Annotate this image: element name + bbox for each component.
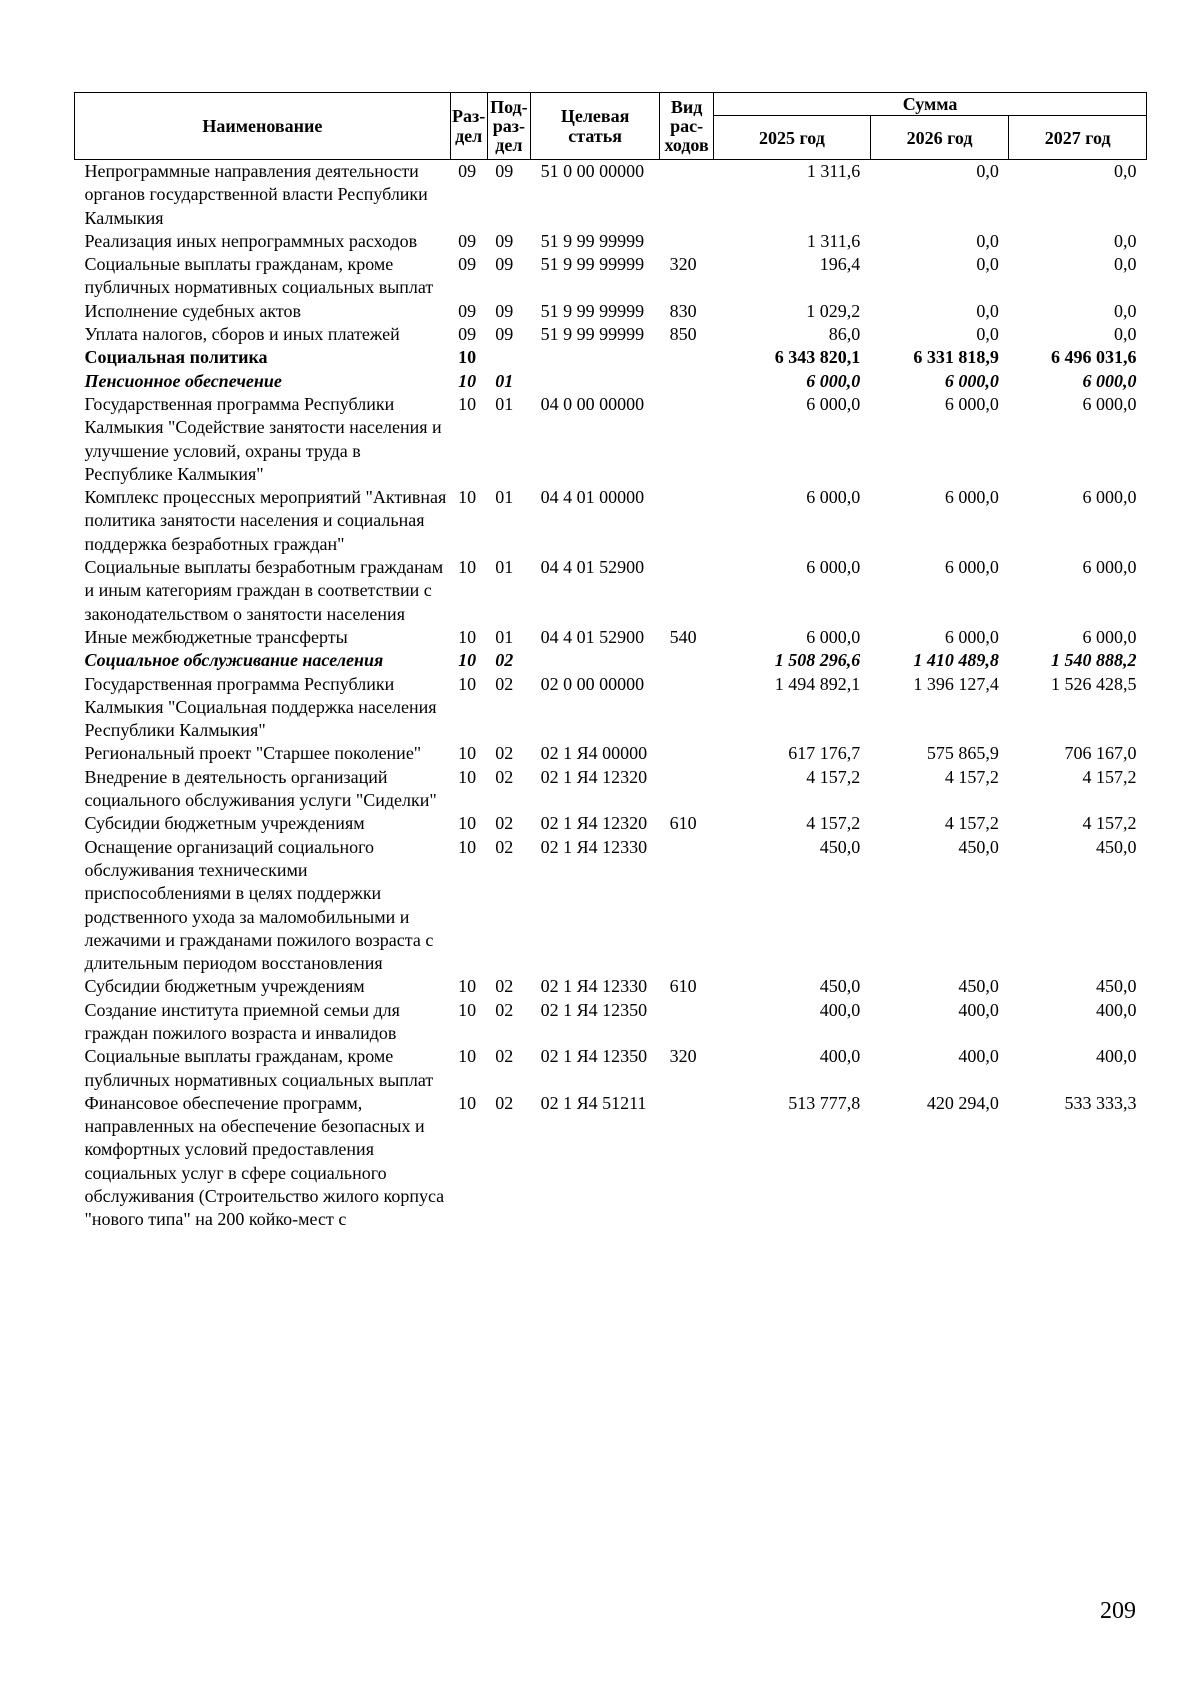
row-celevaya-statya: 02 1 Я4 12350 bbox=[540, 1046, 648, 1067]
table-row bbox=[75, 160, 1147, 230]
table-row bbox=[75, 812, 1147, 835]
row-sum-2025: 1 311,6 bbox=[806, 161, 861, 181]
row-sum-2027: 4 157,2 bbox=[1082, 813, 1137, 834]
row-vid-raskhodov bbox=[660, 766, 714, 813]
row-name: Социальные выплаты гражданам, кроме публичных нормативных социальных выплат bbox=[84, 1046, 434, 1090]
row-vid-raskhodov bbox=[660, 999, 714, 1046]
row-vid-raskhodov bbox=[660, 836, 714, 976]
header-podrazdel: Под- раз- дел bbox=[487, 93, 530, 160]
row-podrazdel: 09 bbox=[495, 254, 514, 275]
row-podrazdel: 02 bbox=[495, 766, 514, 787]
row-celevaya-statya: 51 9 99 99999 bbox=[540, 324, 645, 345]
row-sum-2026: 400,0 bbox=[958, 1046, 999, 1067]
row-podrazdel: 09 bbox=[495, 324, 514, 345]
row-podrazdel: 02 bbox=[495, 976, 514, 997]
row-sum-2026: 400,0 bbox=[958, 999, 999, 1020]
table-row bbox=[75, 346, 1147, 369]
row-sum-2026: 6 000,0 bbox=[944, 557, 999, 578]
row-celevaya-statya: 02 1 Я4 12320 bbox=[540, 766, 648, 787]
row-sum-2025: 1 508 296,6 bbox=[774, 650, 861, 671]
row-razdel: 10 bbox=[458, 1092, 477, 1113]
row-sum-2027: 706 167,0 bbox=[1064, 743, 1137, 764]
table-row bbox=[75, 253, 1147, 300]
row-razdel: 10 bbox=[458, 347, 477, 368]
row-name: Социальное обслуживание населения bbox=[84, 650, 384, 671]
row-celevaya-statya: 02 1 Я4 51211 bbox=[540, 1092, 647, 1113]
row-sum-2025: 6 343 820,1 bbox=[774, 347, 861, 368]
row-razdel: 10 bbox=[458, 766, 477, 787]
row-vid-raskhodov bbox=[660, 346, 714, 369]
row-razdel: 10 bbox=[458, 393, 477, 414]
row-name: Комплекс процессных мероприятий "Активная политика занятости населения и социальная поддержка безработных граждан" bbox=[84, 487, 447, 554]
row-sum-2026: 6 000,0 bbox=[944, 626, 999, 647]
row-razdel: 10 bbox=[458, 1046, 477, 1067]
row-podrazdel: 01 bbox=[495, 370, 514, 391]
row-sum-2025: 400,0 bbox=[819, 999, 861, 1020]
row-sum-2026: 6 000,0 bbox=[944, 393, 999, 414]
row-sum-2026: 1 410 489,8 bbox=[913, 650, 999, 671]
table-row bbox=[75, 649, 1147, 672]
row-sum-2027: 6 000,0 bbox=[1082, 626, 1137, 647]
row-sum-2025: 6 000,0 bbox=[806, 557, 861, 578]
row-sum-2026: 6 000,0 bbox=[944, 370, 999, 391]
row-sum-2025: 4 157,2 bbox=[806, 766, 861, 787]
row-vid-raskhodov: 610 bbox=[669, 976, 697, 997]
row-vid-raskhodov: 540 bbox=[669, 626, 697, 647]
row-sum-2025: 400,0 bbox=[819, 1046, 861, 1067]
row-sum-2027: 6 000,0 bbox=[1082, 557, 1137, 578]
row-sum-2026: 420 294,0 bbox=[926, 1092, 999, 1113]
row-razdel: 10 bbox=[458, 487, 477, 508]
row-sum-2027: 6 000,0 bbox=[1082, 393, 1137, 414]
row-razdel: 09 bbox=[458, 161, 477, 181]
table-row bbox=[75, 370, 1147, 393]
row-name: Пенсионное обеспечение bbox=[84, 370, 282, 391]
row-sum-2026: 4 157,2 bbox=[944, 766, 999, 787]
page-number: 209 bbox=[1100, 1598, 1136, 1624]
row-sum-2027: 0,0 bbox=[1114, 161, 1137, 181]
row-vid-raskhodov bbox=[660, 1092, 714, 1232]
row-podrazdel: 02 bbox=[495, 673, 514, 694]
table-row bbox=[75, 742, 1147, 765]
row-podrazdel: 01 bbox=[495, 487, 514, 508]
row-vid-raskhodov bbox=[660, 160, 714, 230]
row-name: Государственная программа Республики Калмыкия "Содействие занятости населения и улучшение условий, охраны труда в Республике Калмыкия" bbox=[84, 393, 442, 484]
row-sum-2027: 6 000,0 bbox=[1082, 370, 1137, 391]
row-sum-2025: 196,4 bbox=[819, 254, 861, 275]
row-razdel: 10 bbox=[458, 813, 477, 834]
row-sum-2026: 0,0 bbox=[976, 324, 999, 345]
row-sum-2027: 1 540 888,2 bbox=[1051, 650, 1137, 671]
row-podrazdel: 09 bbox=[495, 300, 514, 321]
row-sum-2027: 4 157,2 bbox=[1082, 766, 1137, 787]
table-row bbox=[75, 999, 1147, 1046]
row-name: Оснащение организаций социального обслуживания техническими приспособлениями в целях поддержки родственного ухода за маломобильными и лежачими и гражданами пожилого возраста с длительным периодом восстановления bbox=[84, 836, 434, 974]
header-celevaya-statya: Целевая статья bbox=[531, 93, 660, 160]
row-sum-2025: 450,0 bbox=[819, 836, 861, 857]
row-celevaya-statya: 02 1 Я4 12320 bbox=[540, 813, 648, 834]
row-razdel: 10 bbox=[458, 836, 477, 857]
row-sum-2026: 0,0 bbox=[976, 254, 999, 275]
row-razdel: 09 bbox=[458, 230, 477, 251]
row-podrazdel: 02 bbox=[495, 813, 514, 834]
row-celevaya-statya: 04 4 01 52900 bbox=[540, 626, 645, 647]
row-name: Непрограммные направления деятельности органов государственной власти Республики Калмыкия bbox=[84, 161, 428, 228]
row-celevaya-statya: 02 1 Я4 12350 bbox=[540, 999, 648, 1020]
table-row bbox=[75, 323, 1147, 346]
row-sum-2025: 4 157,2 bbox=[806, 813, 861, 834]
row-razdel: 10 bbox=[458, 557, 477, 578]
row-name: Исполнение судебных актов bbox=[84, 300, 302, 321]
table-body bbox=[75, 160, 1147, 1232]
row-vid-raskhodov bbox=[660, 393, 714, 486]
row-podrazdel: 09 bbox=[495, 230, 514, 251]
row-name: Социальные выплаты безработным гражданам и иным категориям граждан в соответствии с законодательством о занятости населения bbox=[84, 557, 444, 624]
row-celevaya-statya: 51 9 99 99999 bbox=[540, 300, 645, 321]
row-sum-2026: 0,0 bbox=[976, 161, 999, 181]
table-row bbox=[75, 673, 1147, 743]
table-row bbox=[75, 556, 1147, 626]
row-sum-2026: 450,0 bbox=[958, 836, 999, 857]
row-sum-2025: 617 176,7 bbox=[788, 743, 861, 764]
row-sum-2027: 1 526 428,5 bbox=[1051, 673, 1137, 694]
row-name: Субсидии бюджетным учреждениям bbox=[84, 813, 365, 834]
row-podrazdel: 02 bbox=[495, 650, 514, 671]
table-header bbox=[75, 93, 1147, 160]
row-vid-raskhodov: 610 bbox=[669, 813, 697, 834]
table-row bbox=[75, 1092, 1147, 1232]
row-vid-raskhodov: 830 bbox=[669, 300, 697, 321]
row-sum-2027: 0,0 bbox=[1114, 254, 1137, 275]
row-podrazdel: 09 bbox=[495, 161, 514, 181]
header-summa: Сумма bbox=[714, 93, 1147, 116]
row-razdel: 10 bbox=[458, 976, 477, 997]
row-sum-2026: 6 000,0 bbox=[944, 487, 999, 508]
header-year-2027: 2027 год bbox=[1009, 116, 1147, 160]
budget-document bbox=[74, 92, 1147, 1232]
row-vid-raskhodov bbox=[660, 370, 714, 393]
row-name: Региональный проект "Старшее поколение" bbox=[84, 743, 422, 764]
row-name: Внедрение в деятельность организаций социального обслуживания услуги "Сиделки" bbox=[84, 766, 437, 811]
row-sum-2027: 450,0 bbox=[1096, 836, 1137, 857]
table-row bbox=[75, 836, 1147, 976]
row-celevaya-statya bbox=[531, 649, 660, 672]
row-sum-2026: 6 331 818,9 bbox=[913, 347, 999, 368]
header-year-2025: 2025 год bbox=[714, 116, 871, 160]
row-sum-2027: 6 496 031,6 bbox=[1051, 347, 1137, 368]
table-row bbox=[75, 393, 1147, 486]
header-name: Наименование bbox=[75, 93, 451, 160]
header-vid-raskhodov: Вид рас- ходов bbox=[660, 93, 714, 160]
row-vid-raskhodov bbox=[660, 556, 714, 626]
row-name: Создание института приемной семьи для граждан пожилого возраста и инвалидов bbox=[84, 999, 400, 1043]
row-name: Социальные выплаты гражданам, кроме публичных нормативных социальных выплат bbox=[84, 254, 434, 298]
row-celevaya-statya: 04 4 01 00000 bbox=[540, 487, 645, 508]
row-sum-2027: 533 333,3 bbox=[1064, 1092, 1137, 1113]
row-sum-2026: 0,0 bbox=[976, 230, 999, 251]
table-row bbox=[75, 230, 1147, 253]
header-razdel: Раз- дел bbox=[450, 93, 487, 160]
table-row bbox=[75, 626, 1147, 649]
row-podrazdel: 01 bbox=[495, 626, 514, 647]
row-razdel: 10 bbox=[458, 370, 477, 391]
row-celevaya-statya: 04 4 01 52900 bbox=[540, 557, 645, 578]
row-vid-raskhodov bbox=[660, 649, 714, 672]
row-sum-2025: 86,0 bbox=[828, 324, 861, 345]
budget-table bbox=[74, 92, 1147, 1232]
row-sum-2025: 1 311,6 bbox=[806, 230, 861, 251]
row-celevaya-statya: 04 0 00 00000 bbox=[540, 393, 645, 414]
row-sum-2025: 6 000,0 bbox=[806, 370, 861, 391]
row-razdel: 10 bbox=[458, 743, 477, 764]
row-celevaya-statya: 51 9 99 99999 bbox=[540, 254, 645, 275]
row-celevaya-statya bbox=[531, 346, 660, 369]
row-razdel: 10 bbox=[458, 650, 477, 671]
row-sum-2025: 6 000,0 bbox=[806, 626, 861, 647]
row-vid-raskhodov bbox=[660, 742, 714, 765]
row-podrazdel: 02 bbox=[495, 1092, 514, 1113]
row-razdel: 10 bbox=[458, 626, 477, 647]
row-razdel: 09 bbox=[458, 254, 477, 275]
row-celevaya-statya: 02 1 Я4 00000 bbox=[540, 743, 648, 764]
row-celevaya-statya: 02 1 Я4 12330 bbox=[540, 836, 648, 857]
table-row bbox=[75, 766, 1147, 813]
row-sum-2026: 575 865,9 bbox=[926, 743, 999, 764]
row-vid-raskhodov: 320 bbox=[669, 254, 697, 275]
row-vid-raskhodov bbox=[660, 230, 714, 253]
row-sum-2026: 4 157,2 bbox=[944, 813, 999, 834]
table-row bbox=[75, 975, 1147, 998]
row-name: Субсидии бюджетным учреждениям bbox=[84, 976, 365, 997]
row-sum-2025: 450,0 bbox=[819, 976, 861, 997]
row-sum-2025: 6 000,0 bbox=[806, 393, 861, 414]
row-vid-raskhodov bbox=[660, 673, 714, 743]
row-razdel: 10 bbox=[458, 999, 477, 1020]
row-name: Финансовое обеспечение программ, направленных на обеспечение безопасных и комфортных условий предоставления социальных услуг в сфере социального обслуживания (Строительство жилого корпуса "нового типа" на 200 койко-мест с bbox=[84, 1092, 445, 1230]
row-name: Государственная программа Республики Калмыкия "Социальная поддержка населения Республики Калмыкия" bbox=[84, 673, 437, 741]
row-podrazdel: 02 bbox=[495, 999, 514, 1020]
row-sum-2027: 400,0 bbox=[1096, 1046, 1137, 1067]
row-razdel: 10 bbox=[458, 673, 477, 694]
row-podrazdel: 02 bbox=[495, 836, 514, 857]
row-vid-raskhodov: 320 bbox=[669, 1046, 697, 1067]
row-sum-2025: 1 029,2 bbox=[806, 300, 861, 321]
row-name: Реализация иных непрограммных расходов bbox=[84, 230, 418, 251]
row-celevaya-statya: 02 1 Я4 12330 bbox=[540, 976, 648, 997]
row-celevaya-statya: 51 9 99 99999 bbox=[540, 230, 645, 251]
row-podrazdel: 02 bbox=[495, 1046, 514, 1067]
row-celevaya-statya: 51 0 00 00000 bbox=[540, 161, 645, 181]
row-razdel: 09 bbox=[458, 300, 477, 321]
row-name: Социальная политика bbox=[84, 347, 268, 368]
row-celevaya-statya: 02 0 00 00000 bbox=[540, 673, 645, 694]
row-sum-2027: 0,0 bbox=[1114, 230, 1137, 251]
row-sum-2027: 400,0 bbox=[1096, 999, 1137, 1020]
row-vid-raskhodov: 850 bbox=[669, 324, 697, 345]
row-sum-2025: 6 000,0 bbox=[806, 487, 861, 508]
row-vid-raskhodov bbox=[660, 486, 714, 556]
header-year-2026: 2026 год bbox=[870, 116, 1009, 160]
row-podrazdel bbox=[487, 346, 530, 369]
row-name: Уплата налогов, сборов и иных платежей bbox=[84, 324, 400, 345]
row-razdel: 09 bbox=[458, 324, 477, 345]
table-row bbox=[75, 486, 1147, 556]
row-sum-2026: 1 396 127,4 bbox=[913, 673, 999, 694]
row-sum-2027: 0,0 bbox=[1114, 300, 1137, 321]
table-row bbox=[75, 300, 1147, 323]
row-podrazdel: 02 bbox=[495, 743, 514, 764]
row-name: Иные межбюджетные трансферты bbox=[84, 626, 348, 647]
row-sum-2025: 513 777,8 bbox=[788, 1092, 861, 1113]
row-sum-2026: 0,0 bbox=[976, 300, 999, 321]
row-sum-2027: 6 000,0 bbox=[1082, 487, 1137, 508]
row-sum-2027: 450,0 bbox=[1096, 976, 1137, 997]
row-celevaya-statya bbox=[531, 370, 660, 393]
row-sum-2027: 0,0 bbox=[1114, 324, 1137, 345]
row-sum-2025: 1 494 892,1 bbox=[774, 673, 861, 694]
row-sum-2026: 450,0 bbox=[958, 976, 999, 997]
table-row bbox=[75, 1045, 1147, 1092]
row-podrazdel: 01 bbox=[495, 557, 514, 578]
row-podrazdel: 01 bbox=[495, 393, 514, 414]
